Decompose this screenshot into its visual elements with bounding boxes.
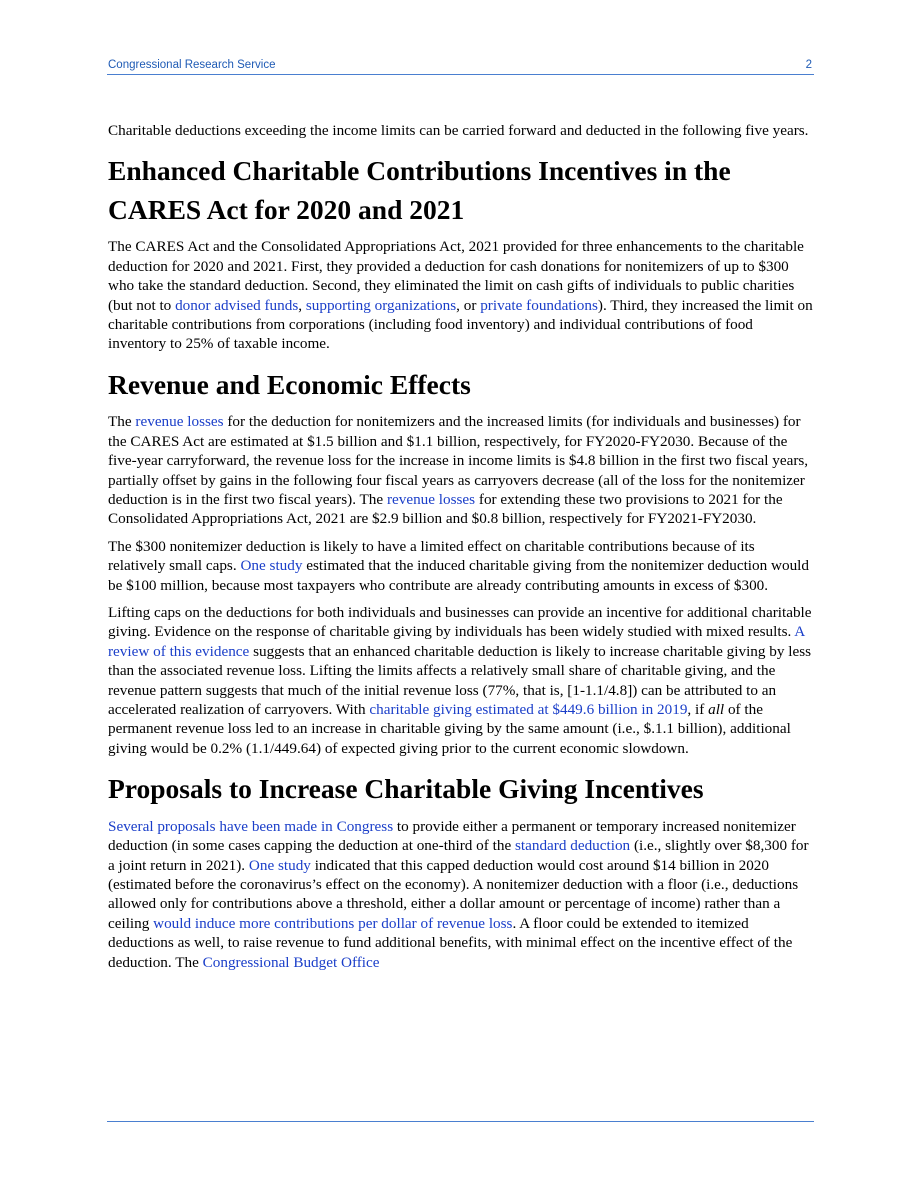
text: The $300 nonitemizer deduction is likely to have a limited effect on charitable contributions because of its relatively small caps. [108, 537, 755, 575]
link-standard-deduction[interactable]: standard deduction [515, 837, 631, 855]
text: , or [456, 296, 481, 314]
text: . A floor could be extended to itemized deductions as well, to raise revenue to fund additional benefits, with minimal effect on the incentive effect of the deduction. The [108, 914, 793, 971]
header-divider [107, 74, 814, 75]
link-supporting-organizations[interactable]: supporting organizations [305, 296, 457, 314]
section-heading-revenue-effects: Revenue and Economic Effects [108, 368, 471, 400]
text: for the deduction for nonitemizers and the increased limits (for individuals and businesses) for the CARES Act are estimated at $1.5 billion and $1.1 billion, respectively, for FY2020-FY2030. Because of the five-year carryforward, the revenue loss for the increase in income limits is $4.8 billion in the first two fiscal years, partially offset by gains in the following four fiscal years as carryovers decrease (all of the loss for the nonitemizer deduction is in the first two fiscal years). The [108, 413, 809, 508]
text: , if [687, 701, 709, 719]
link-congressional-budget-office[interactable]: Congressional Budget Office [202, 953, 380, 971]
text: The [108, 413, 136, 431]
link-one-study-capped[interactable]: One study [248, 856, 311, 874]
text: for extending these two provisions to 2021 for the Consolidated Appropriations Act, 2021 are $2.9 billion and $0.8 billion, respectively for FY2021-FY2030. [108, 490, 783, 528]
text: ). Third, they increased the limit on charitable contributions from corporations (including food inventory) and individual contributions of food inventory to 25% of taxable income. [108, 296, 813, 353]
page-header [107, 58, 814, 74]
emphasis-all: all [708, 701, 725, 719]
link-revenue-losses-2021[interactable]: revenue losses [386, 490, 476, 508]
intro-paragraph [108, 121, 814, 140]
footer-divider [107, 1121, 814, 1122]
text: estimated that the induced charitable giving from the nonitemizer deduction would be $100 million, because most taxpayers who contribute are already contributing amounts in excess of $300. [108, 557, 809, 594]
text: , [298, 296, 306, 314]
text: Lifting caps on the deductions for both individuals and businesses can provide an incentive for additional charitable giving. Evidence on the response of charitable giving by individuals has been widely studied with mixed results. [108, 604, 812, 641]
link-private-foundations[interactable]: private foundations [480, 296, 598, 314]
text: of the permanent revenue loss led to an increase in charitable giving by the same amount (i.e., $.1.1 billion), additional giving would be 0.2% (1.1/449.64) of expected giving prior to the current economic slowdown. [108, 701, 791, 757]
text: The CARES Act and the Consolidated Appropriations Act, 2021 provided for three enhancements to the charitable deduction for 2020 and 2021. First, they provided a deduction for cash donations for nonitemizers of up to $300 who take the standard deduction. Second, they eliminated the limit on cash gifts of individuals to public charities (but not to [108, 238, 804, 314]
section-heading-cares-act: Enhanced Charitable Contributions Incentives in the CARES Act for 2020 and 2021 [108, 155, 731, 225]
intro-text: Charitable deductions exceeding the income limits can be carried forward and deducted in the following five years. [108, 122, 809, 139]
link-proposals-in-congress[interactable]: Several proposals have been made in Congress [108, 817, 394, 835]
link-one-study[interactable]: One study [240, 557, 303, 575]
link-would-induce-more-contributions[interactable]: would induce more contributions per dollar of revenue loss [153, 914, 513, 932]
link-donor-advised-funds[interactable]: donor advised funds [175, 296, 299, 314]
section-heading-proposals: Proposals to Increase Charitable Giving Incentives [108, 773, 704, 805]
text: to provide either a permanent or temporary increased nonitemizer deduction (in some cases capping the deduction at one-third of the [108, 817, 796, 855]
text: (i.e., slightly over $8,300 for a joint return in 2021). [108, 837, 809, 874]
page-number: 2 [805, 59, 812, 71]
paragraph-revenue-losses [108, 412, 814, 528]
header-organization: Congressional Research Service [108, 59, 276, 71]
link-charitable-giving-estimate[interactable]: charitable giving estimated at $449.6 billion in 2019 [369, 701, 688, 719]
text: indicated that this capped deduction would cost around $14 billion in 2020 (estimated before the coronavirus’s effect on the economy). A nonitemizer deduction with a floor (i.e., deductions allowed only for contributions above a threshold, either a dollar amount or percentage of income) rather than a ceiling [108, 856, 799, 932]
link-revenue-losses[interactable]: revenue losses [135, 413, 224, 431]
paragraph-lifting-caps [108, 603, 814, 758]
link-review-of-evidence[interactable]: A review of this evidence [108, 623, 805, 660]
document-body [108, 121, 814, 980]
paragraph-nonitemizer-effect [108, 537, 814, 595]
paragraph-enhancements [108, 237, 814, 353]
paragraph-proposals [108, 817, 814, 972]
text: suggests that an enhanced charitable deduction is likely to increase charitable giving by less than the associated revenue loss. Lifting the limits affects a relatively small share of charitable giving, and the revenue pattern suggests that much of the initial revenue loss (77%, that is, [1-1.1/4.8]) can be attributed to an accelerated realization of carryovers. With [108, 642, 812, 719]
